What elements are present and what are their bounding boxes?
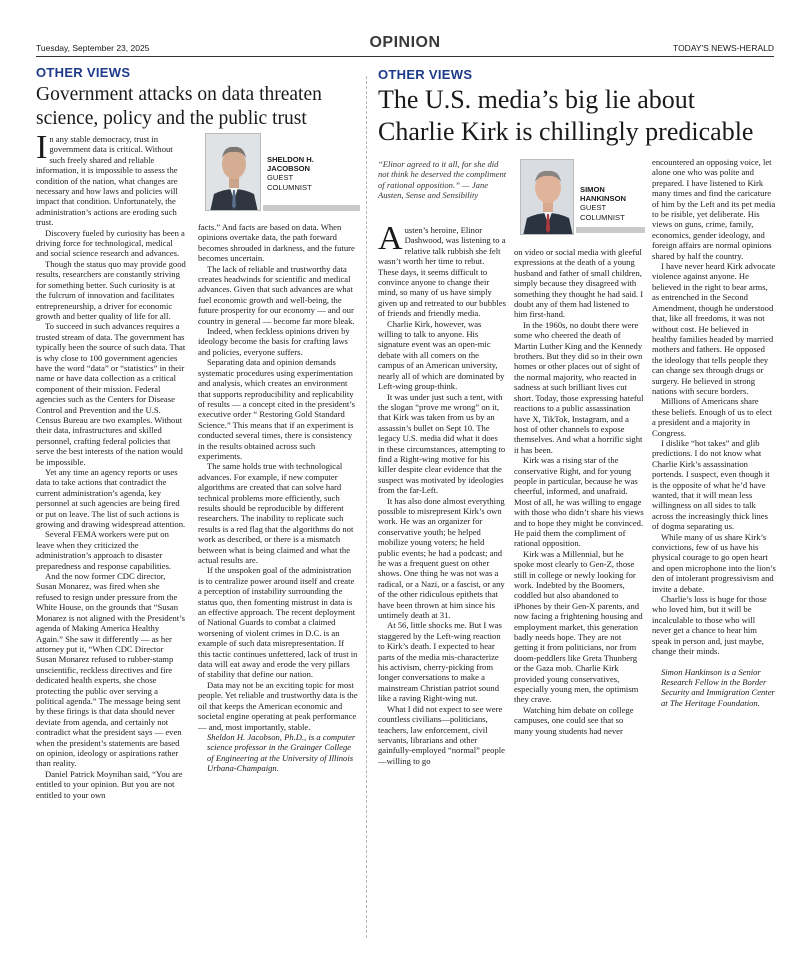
- paragraph: To succeed in such advances requires a trusted stream of data. The government has typically been the source of such data. That is why close to 100 government agencies have the word “data” or “statistics” in their name or have data collection as a critical component of their mission. Federal agencies such as the Centers for Disease Control and Prevention and the U.S. Census Bureau are two examples. Without their data, infrastructures and skilled personnel, crafting federal policies that serve the best interests of the nation would be impossible.: [36, 321, 186, 467]
- right-kicker: OTHER VIEWS: [378, 67, 473, 82]
- paragraph: It has also done almost everything possible to misrepresent Kirk’s own work. He was an organizer for conservative youth; he helped mobilize young voters; he held public events; he had a podcast; and he was a frequent guest on other shows. One thing he was not was a radical, or a Nazi, or a fascist, or any of the other ridiculous epithets that have been thrown at him since his untimely death at 31.: [378, 495, 505, 621]
- columnist-role: GUEST: [580, 203, 607, 213]
- paragraph: Charlie’s loss is huge for those who loved him, but it will be incalculable to those who will never get a chance to hear him speak in person and, just maybe, change their minds.: [652, 594, 767, 657]
- columnist-photo-hankinson: [520, 159, 574, 235]
- author-signature: Simon Hankinson is a Senior Research Fellow in the Border Security and Immigration Center at The Heritage Foundation.: [661, 666, 775, 708]
- paragraph: The same holds true with technological advances. For example, if new computer algorithms are created that can solve hard technical problems more efficiently, such results should be reproducible by different researchers. The inability to replicate such results is a red flag that the algorithms do not work as described, or there is a mismatch between what is being claimed and what the actual results are.: [198, 461, 354, 565]
- column-divider: [366, 76, 367, 938]
- left-kicker: OTHER VIEWS: [36, 65, 131, 80]
- drop-cap: I: [36, 129, 48, 166]
- columnist-name: HANKINSON: [580, 194, 626, 204]
- drop-cap: A: [378, 220, 403, 257]
- paragraph: Data may not be an exciting topic for most people. Yet reliable and trustworthy data is the oil that keeps the American economic and societal engine operating at peak performance — and, most importantly, stable.: [198, 679, 358, 732]
- masthead-rule: [36, 56, 774, 57]
- paragraph: If the unspoken goal of the administration is to centralize power around itself and create a perception of instability surrounding the status quo, then fomenting mistrust in data is an effective approach. The recent deployment of National Guards to combat a claimed worsening of violent crimes in D.C. is an example of such data misrepresentation. If this tactic continues unfettered, lack of trust in data will eat away and erode the very pillars of stability that define our nation.: [198, 565, 358, 680]
- paragraph: The lack of reliable and trustworthy data creates headwinds for scientific and medical advances. Given that such advances are what fuel economic growth and well-being, the future prosperity for our economy — and our country in general — become far more bleak.: [198, 263, 355, 326]
- paragraph: Indeed, when feckless opinions driven by ideology become the basis for crafting laws and policies, everyone suffers.: [198, 326, 350, 357]
- columnist-name: SHELDON H.: [267, 155, 314, 164]
- paragraph: In the 1960s, no doubt there were some who cheered the death of Martin Luther King and the Kennedy brothers. But they did so in their own homes or other places out of sight of the normal majority, who reacted in sadness at such brilliant lives cut short. Today, those expressing hateful reactions to a public assassination have X, TikTok, Instagram, and a host of other channels to expose themselves. And what a horrific sight it has been.: [514, 319, 644, 455]
- author-signature: Sheldon H. Jacobson, Ph.D., is a computer science professor in the Grainger College of Engineering at the University of Illinois Urbana-Champaign.: [207, 731, 356, 774]
- paragraph: I have never heard Kirk advocate violence against anyone. He believed in the right to bear arms, as entrenched in the Second Amendment, though he understood that, like all freedoms, it was not without cost. He believed in healthy families headed by married mothers and fathers. He opposed the ideology that tells people they can change sex through drugs or surgery. He believed in strong nations with secure borders.: [652, 261, 776, 396]
- paragraph: It was under just such a tent, with the slogan “prove me wrong” on it, that Kirk was taken from us by an assassin’s bullet on Sept 10. The legacy U.S. media did what it does in these circumstances, attempting to find a Right-wing motive for his killer despite clear evidence that the suspect was motivated by ideologies from the far-Left.: [378, 391, 506, 496]
- right-article-column-2: [514, 247, 644, 736]
- right-article-column-3: [652, 157, 776, 708]
- paragraph: Charlie Kirk, however, was willing to talk to anyone. His signature event was an open-mic debate with all comers on the campus of an American university, nearly all of which are dominated by Left-wing group-think.: [378, 318, 505, 392]
- paragraph: While many of us share Kirk’s convictions, few of us have his physical courage to go open heart and open microphone into the lion’s den of intolerant progressivism and invite a debate.: [652, 531, 776, 594]
- portrait-icon: [206, 134, 261, 211]
- right-columnist-box: [520, 159, 645, 241]
- epigraph: “Elinor agreed to it all, for she did not think he deserved the compliment of rational opposition.” — Jane Austen, Sense and Sensibility: [378, 159, 507, 201]
- paragraph: on video or social media with gleeful expressions at the death of a young husband and father of small children, simply because they disagreed with something they thought he had said. I doubt any of them had listened to him first-hand.: [514, 247, 644, 320]
- columnist-role: COLUMNIST: [267, 182, 312, 192]
- paragraph-text: n any stable democracy, trust in government data is critical. Without such freely shared and reliable information, it is impossible to assess the condition of the nation, what changes are necessary and how laws and policies will impact that condition. Unfortunately, the administration’s actions are eroding such trust.: [36, 134, 178, 228]
- paragraph: Several FEMA workers were put on leave when they criticized the administration’s approach to disaster preparedness and response capabilities.: [36, 529, 172, 571]
- right-columnist-credit: [580, 185, 626, 222]
- publication-date: Tuesday, September 23, 2025: [36, 43, 150, 53]
- columnist-name: SIMON: [580, 185, 605, 194]
- columnist-bar: [576, 227, 645, 233]
- paragraph: What I did not expect to see were countless civilians—politicians, teachers, law enforcement, civil servants, librarians and other gainfully-employed “normal” people—willing to go: [378, 703, 505, 766]
- right-headline: The U.S. media’s big lie about Charlie Kirk is chillingly predicable: [378, 85, 754, 146]
- section-title: OPINION: [369, 34, 441, 51]
- paragraph: And the now former CDC director, Susan Monarez, was fired when she refused to resign under pressure from the White House, on the grounds that “Susan Monarez is not aligned with the President’s agenda of Making America Healthy Again.” She saw it differently — as her attorney put it, “When CDC Director Susan Monarez refused to rubber-stamp unscientific, reckless directives and fire dedicated health experts, she chose protecting the public over serving a political agenda.” The message being sent by these firings is that data should never deviate from agenda, and certainly not contradict what the president says — even when the president’s statements are based on opinion, ideology or aspirations rather than reality.: [36, 571, 185, 769]
- paragraph: [36, 129, 186, 228]
- paragraph: Though the status quo may provide good results, researchers are constantly striving for something better. Such curiosity is at the fulcrum of innovation and facilitates entrepreneurship, a driver for economic growth and better quality of life for all.: [36, 258, 186, 321]
- right-article-column-1: [378, 220, 506, 766]
- left-article-column-2: [198, 222, 358, 774]
- paragraph: Kirk was a rising star of the conservative Right, and for young people in particular, because he was cheerful, informed, and unafraid. Most of all, he was willing to engage with those who didn’t share his views and to hope they might be convinced. He paid them the compliment of rational opposition.: [514, 455, 644, 549]
- paragraph: [378, 220, 506, 319]
- paragraph: encountered an opposing voice, let alone one who was polite and prepared. I have listened to Kirk many times and find the caricature of him by the Left and its pet media to be risible, yet deliberate. His views on guns, crime, family, economics, gender ideology, and foreign affairs are normal opinions shared by half the country.: [652, 157, 776, 261]
- left-headline: Government attacks on data threaten science, policy and the public trust: [36, 84, 322, 129]
- paragraph: Watching him debate on college campuses, one could see that so many young students had never: [514, 704, 634, 736]
- paragraph: Separating data and opinion demands systematic procedures using experimentation and analysis, which creates an environment that supports reproducibility and replicability of results — a concept cited in the president’s executive order “ Restoring Gold Standard Science.” This means that if an experiment is conducted several times, there is consistency in the results obtained across such experiments.: [198, 357, 356, 461]
- columnist-role: COLUMNIST: [580, 212, 625, 222]
- columnist-bar: [263, 205, 360, 211]
- newspaper-name: TODAY'S NEWS-HERALD: [673, 43, 774, 53]
- paragraph: Millions of Americans share these beliefs. Enough of us to elect a president and a majority in Congress.: [652, 396, 773, 438]
- paragraph: facts.” And facts are based on data. When opinions overtake data, the path forward becomes shrouded in darkness, and the future becomes uncertain.: [198, 222, 355, 264]
- columnist-name: JACOBSON: [267, 164, 311, 174]
- paragraph: Daniel Patrick Moynihan said, “You are entitled to your opinion. But you are not entitled to your own: [36, 768, 183, 800]
- paragraph: Discovery fueled by curiosity has been a driving force for technological, medical and social science research and advances.: [36, 227, 185, 259]
- masthead: [36, 36, 774, 56]
- paragraph: Yet any time an agency reports or uses data to take actions that contradict the current administration’s agenda, key personnel at such agencies are being fired or put on leave. The list of such actions is growing and drawing widespread attention.: [36, 467, 186, 530]
- left-article-column-1: [36, 129, 186, 800]
- columnist-photo-jacobson: [205, 133, 261, 211]
- portrait-icon: [521, 160, 574, 235]
- paragraph: At 56, little shocks me. But I was staggered by the Left-wing reaction to Kirk’s death. I expected to hear parts of the media mis-characterize his activism, cherry-picking from longer conversations to make a mainstream Christian patriot sound like a raving Right-wing nut.: [378, 620, 502, 704]
- paragraph-text: usten’s heroine, Elinor Dashwood, was listening to a relative talk rubbish she felt wasn’t worth her time to rebut. These days, it seems difficult to convince anyone to change their mind, so many of us have simply given up and retreated to our bubbles of friends and friendly media.: [378, 225, 506, 319]
- left-columnist-box: [205, 133, 360, 221]
- paragraph: Kirk was a Millennial, but he spoke most clearly to Gen-Z, those still in college or newly looking for work. Indebted by the Boomers, coddled but also abandoned to iPhones by their Gen-X parents, and now facing a frightening housing and employment market, this generation badly needs hope. They are not getting it from politicians, nor from doom-peddlers like Greta Thunberg or the Gaza mob. Charlie Kirk provided young conservatives, especially young men, the optimism they crave.: [514, 548, 643, 705]
- paragraph: I dislike “hot takes” and glib predictions. I do not know what Charlie Kirk’s assassination portends. I suspect, even though it is the opposite of what he’d have wanted, that it will mean less willingness on all sides to talk across the increasingly thick lines of dogma separating us.: [652, 437, 770, 532]
- columnist-role: GUEST: [267, 173, 294, 183]
- left-columnist-credit: [267, 155, 314, 192]
